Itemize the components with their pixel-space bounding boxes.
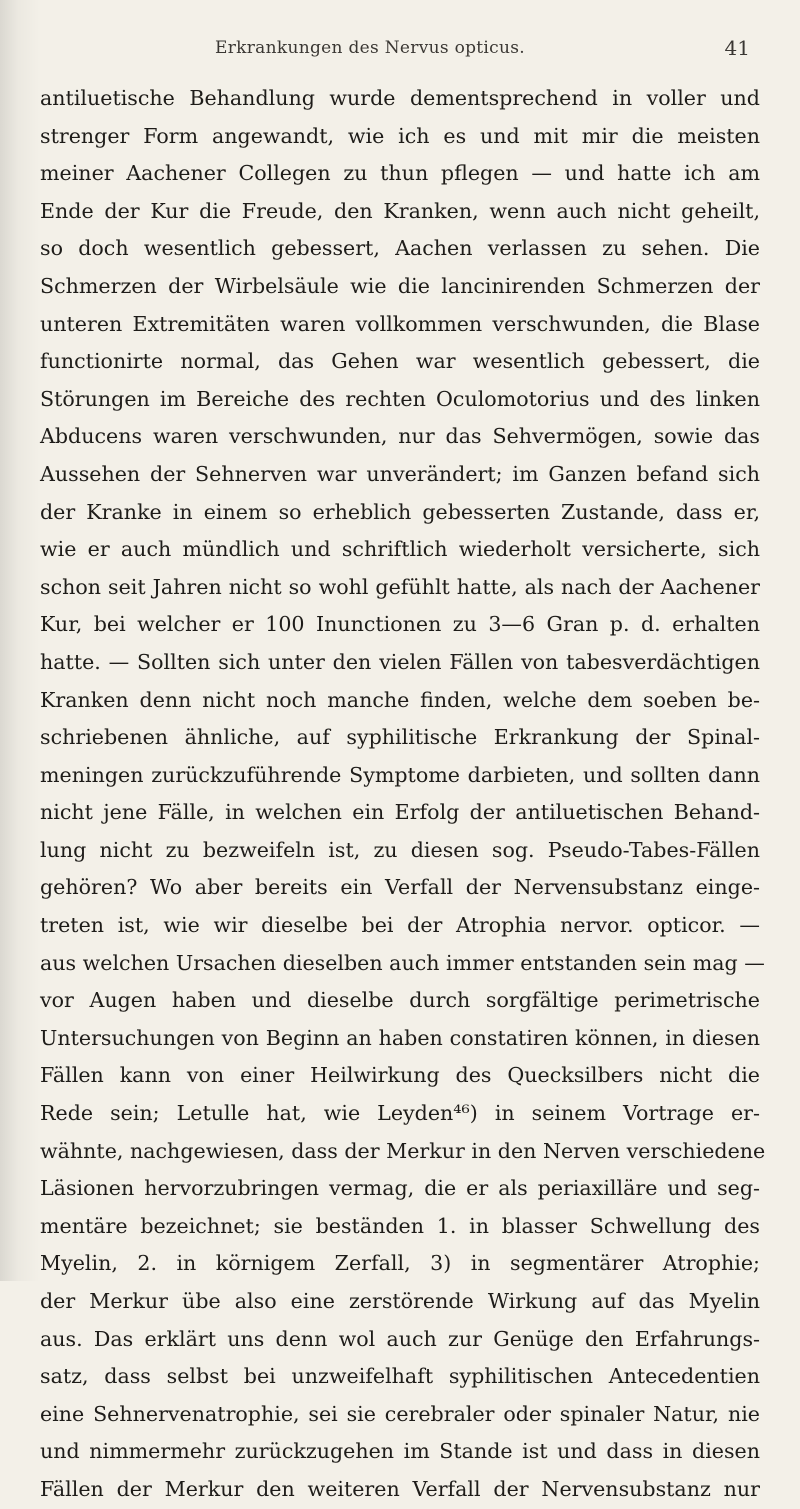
text-line: gehören? Wo aber bereits ein Verfall der Nervensubstanz einge- [40,875,760,900]
text-line: Fällen der Merkur den weiteren Verfall der Nervensubstanz nur [40,1476,760,1501]
text-line: aus welchen Ursachen dieselben auch immer entstanden sein mag — [40,950,765,975]
text-line: eine Sehnervenatrophie, sei sie cerebraler oder spinaler Natur, nie [40,1401,760,1426]
text-line: Rede sein; Letulle hat, wie Leyden⁴⁶) in seinem Vortrage er- [40,1101,760,1126]
text-line: wähnte, nachgewiesen, dass der Merkur in den Nerven verschiedene [40,1138,766,1163]
text-line: strenger Form angewandt, wie ich es und mit mir die meisten [40,123,760,148]
text-line: meningen zurückzuführende Symptome darbieten, und sollten dann [40,762,760,787]
text-line: Ende der Kur die Freude, den Kranken, wenn auch nicht geheilt, [40,198,760,223]
body-text [40,80,766,1509]
text-line: Kur, bei welcher er 100 Inunctionen zu 3—6 Gran p. d. erhalten [40,612,760,637]
text-line: Myelin, 2. in körnigem Zerfall, 3) in segmentärer Atrophie; [40,1251,760,1276]
text-line: Untersuchungen von Beginn an haben constatiren können, in diesen [40,1025,760,1050]
text-line: Schmerzen der Wirbelsäule wie die lancinirenden Schmerzen der [40,273,760,298]
text-line: satz, dass selbst bei unzweifelhaft syphilitischen Antecedentien [40,1364,760,1389]
text-line: meiner Aachener Collegen zu thun pflegen — und hatte ich am [40,161,760,186]
page-header [40,32,750,62]
text-line: Abducens waren verschwunden, nur das Sehvermögen, sowie das [40,424,760,449]
text-line: und nimmermehr zurückzugehen im Stande ist und dass in diesen [40,1439,760,1464]
text-line: Störungen im Bereiche des rechten Oculomotorius und des linken [40,386,760,411]
text-line: functionirte normal, das Gehen war wesentlich gebessert, die [40,349,760,374]
text-line: hatte. — Sollten sich unter den vielen Fällen von tabesverdächtigen [40,649,760,674]
text-line: unteren Extremitäten waren vollkommen verschwunden, die Blase [40,311,760,336]
text-line: Fällen kann von einer Heilwirkung des Quecksilbers nicht die [40,1063,760,1088]
text-line: Kranken denn nicht noch manche finden, welche dem soeben be- [40,687,760,712]
text-line: treten ist, wie wir dieselbe bei der Atrophia nervor. opticor. — [40,913,760,938]
text-line: so doch wesentlich gebessert, Aachen verlassen zu sehen. Die [40,236,760,261]
text-line: wie er auch mündlich und schriftlich wiederholt versicherte, sich [40,537,760,562]
text-line: der Merkur übe also eine zerstörende Wirkung auf das Myelin [40,1289,760,1313]
text-line: antiluetische Behandlung wurde dementsprechend in voller und [40,86,760,110]
text-line: schon seit Jahren nicht so wohl gefühlt hatte, als nach der Aachener [40,574,760,599]
text-line: aus. Das erklärt uns denn wol auch zur Genüge den Erfahrungs- [40,1326,760,1351]
page-number: 41 [724,36,750,60]
text-line: Aussehen der Sehnerven war unverändert; im Ganzen befand sich [40,461,760,486]
text-line: mentäre bezeichnet; sie beständen 1. in blasser Schwellung des [40,1213,760,1238]
text-line: nicht jene Fälle, in welchen ein Erfolg der antiluetischen Behand- [40,800,760,825]
text-line: vor Augen haben und dieselbe durch sorgfältige perimetrische [40,988,760,1013]
text-line: Läsionen hervorzubringen vermag, die er als periaxilläre und seg- [40,1176,760,1201]
text-line: der Kranke in einem so erheblich gebesserten Zustande, dass er, [40,499,760,524]
running-head: Erkrankungen des Nervus opticus. [215,38,525,58]
text-line: schriebenen ähnliche, auf syphilitische Erkrankung der Spinal- [40,725,760,750]
text-line: lung nicht zu bezweifeln ist, zu diesen sog. Pseudo-Tabes-Fällen [40,837,760,862]
